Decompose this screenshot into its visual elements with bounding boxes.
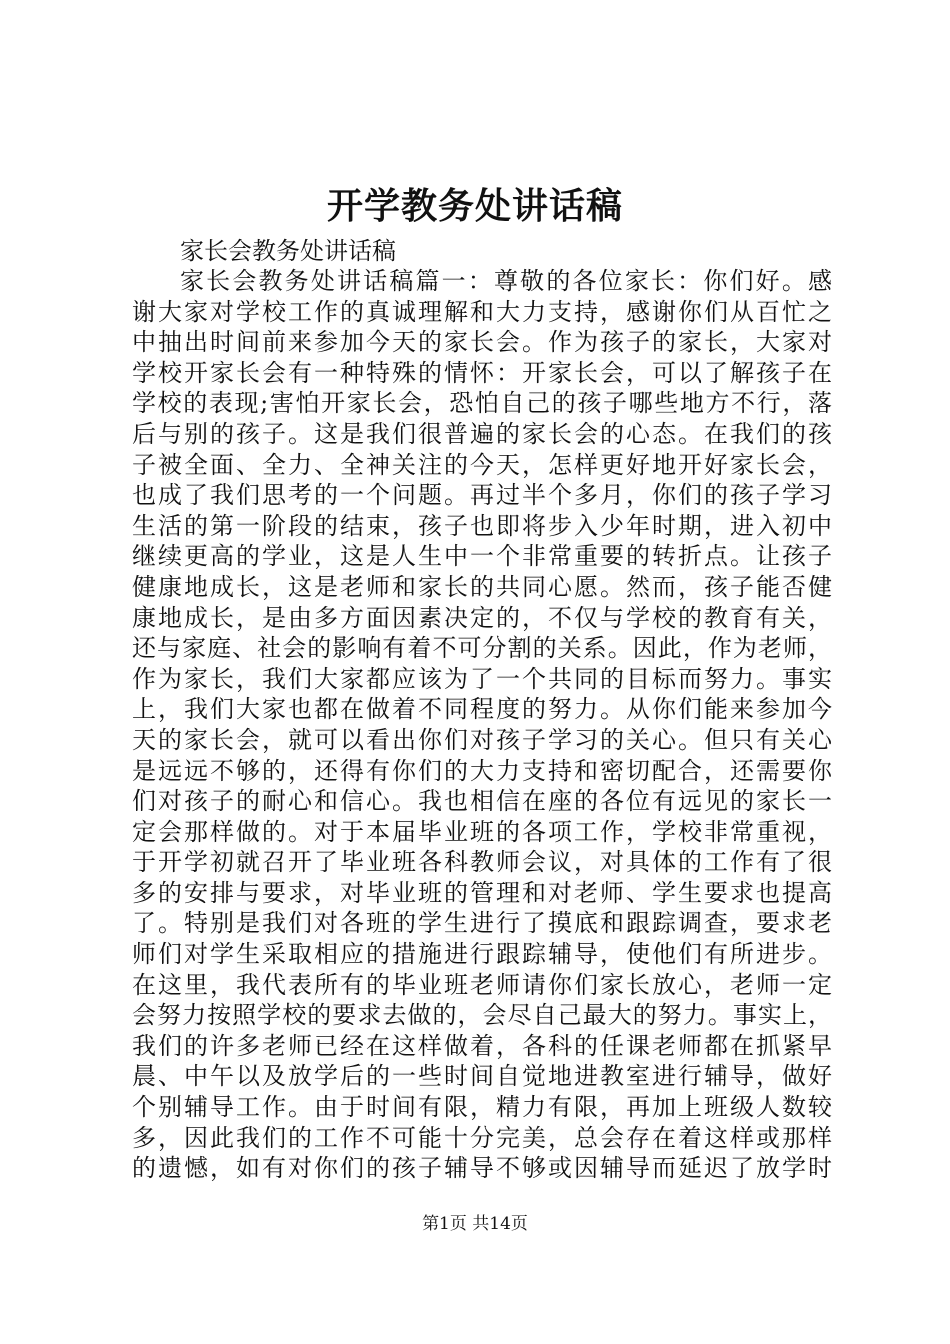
paragraph-line: 子被全面、全力、全神关注的今天，怎样更好地开好家长会， (132, 450, 832, 479)
paragraph-line: 会努力按照学校的要求去做的，会尽自己最大的努力。事实上， (132, 1001, 832, 1030)
paragraph-line: 是远远不够的，还得有你们的大力支持和密切配合，还需要你 (132, 756, 832, 785)
paragraph-line: 康地成长，是由多方面因素决定的，不仅与学校的教育有关， (132, 603, 832, 632)
paragraph-line: 中抽出时间前来参加今天的家长会。作为孩子的家长，大家对 (132, 328, 832, 357)
paragraph-line: 多的安排与要求，对毕业班的管理和对老师、学生要求也提高 (132, 878, 832, 907)
paragraph-line: 多，因此我们的工作不可能十分完美，总会存在着这样或那样 (132, 1123, 832, 1152)
paragraph-line: 后与别的孩子。这是我们很普遍的家长会的心态。在我们的孩 (132, 419, 832, 448)
paragraph-line: 个别辅导工作。由于时间有限，精力有限，再加上班级人数较 (132, 1093, 832, 1122)
document-title: 开学教务处讲话稿 (326, 185, 623, 227)
paragraph-line: 的遗憾，如有对你们的孩子辅导不够或因辅导而延迟了放学时 (132, 1154, 832, 1183)
paragraph-line: 定会那样做的。对于本届毕业班的各项工作，学校非常重视， (132, 817, 832, 846)
paragraph-line: 师们对学生采取相应的措施进行跟踪辅导，使他们有所进步。 (132, 940, 832, 969)
paragraph-line: 谢大家对学校工作的真诚理解和大力支持，感谢你们从百忙之 (132, 297, 832, 326)
paragraph-line: 晨、中午以及放学后的一些时间自觉地进教室进行辅导，做好 (132, 1062, 832, 1091)
paragraph-line: 健康地成长，这是老师和家长的共同心愿。然而，孩子能否健 (132, 572, 832, 601)
paragraph-line: 天的家长会，就可以看出你们对孩子学习的关心。但只有关心 (132, 725, 832, 754)
paragraph-line: 们对孩子的耐心和信心。我也相信在座的各位有远见的家长一 (132, 787, 832, 816)
paragraph-line: 作为家长，我们大家都应该为了一个共同的目标而努力。事实 (132, 664, 832, 693)
paragraph-line: 于开学初就召开了毕业班各科教师会议，对具体的工作有了很 (132, 848, 832, 877)
paragraph-line: 在这里，我代表所有的毕业班老师请你们家长放心，老师一定 (132, 970, 832, 999)
paragraph-line: 家长会教务处讲话稿篇一：尊敬的各位家长：你们好。感 (180, 267, 832, 295)
paragraph-line: 学校开家长会有一种特殊的情怀：开家长会，可以了解孩子在 (132, 358, 832, 387)
paragraph-line: 也成了我们思考的一个问题。再过半个多月，你们的孩子学习 (132, 481, 832, 510)
paragraph-line: 继续更高的学业，这是人生中一个非常重要的转折点。让孩子 (132, 542, 832, 571)
page-number: 第1页 共14页 (422, 1214, 528, 1234)
paragraph-line: 我们的许多老师已经在这样做着，各科的任课老师都在抓紧早 (132, 1031, 832, 1060)
paragraph-line: 还与家庭、社会的影响有着不可分割的关系。因此，作为老师， (132, 634, 832, 663)
body-text (132, 266, 832, 1184)
paragraph-line: 上，我们大家也都在做着不同程度的努力。从你们能来参加今 (132, 695, 832, 724)
paragraph-line: 生活的第一阶段的结束，孩子也即将步入少年时期，进入初中 (132, 511, 832, 540)
document-subtitle: 家长会教务处讲话稿 (180, 237, 396, 265)
paragraph-line: 了。特别是我们对各班的学生进行了摸底和跟踪调查，要求老 (132, 909, 832, 938)
paragraph-line: 学校的表现;害怕开家长会，恐怕自己的孩子哪些地方不行，落 (132, 389, 832, 418)
